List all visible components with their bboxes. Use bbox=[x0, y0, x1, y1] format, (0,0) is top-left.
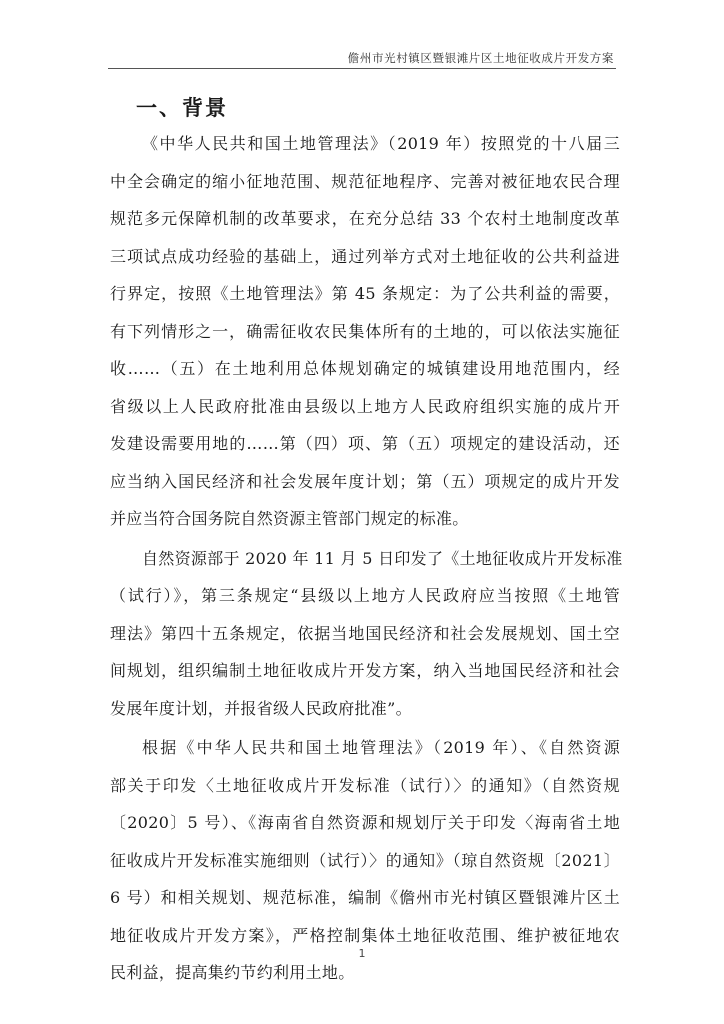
text-line: 三项试点成功经验的基础上，通过列举方式对土地征收的公共利益进 bbox=[110, 246, 620, 266]
text-line: 间规划，组织编制土地征收成片开发方案，纳入当地国民经济和社会 bbox=[110, 661, 620, 680]
header-rule bbox=[108, 68, 616, 69]
text-line: 《中华人民共和国土地管理法》（2019 年）按照党的十八届三 bbox=[142, 134, 620, 153]
text-line: 征收成片开发标准实施细则（试行）〉的通知》（琼自然资规〔2021〕 bbox=[110, 850, 620, 870]
text-line: （试行）》，第三条规定“县级以上地方人民政府应当按照《土地管 bbox=[110, 586, 620, 605]
running-header: 儋州市光村镇区暨银滩片区土地征收成片开发方案 bbox=[347, 51, 614, 65]
text-line: 根据《中华人民共和国土地管理法》（2019 年）、《自然资源 bbox=[142, 738, 620, 757]
text-line: 并应当符合国务院自然资源主管部门规定的标准。 bbox=[110, 509, 469, 528]
paragraph-1 bbox=[110, 125, 620, 538]
text-line: 应当纳入国民经济和社会发展年度计划；第（五）项规定的成片开发 bbox=[110, 471, 620, 491]
text-line: 〔2020〕5 号）、《海南省自然资源和规划厅关于印发〈海南省土地 bbox=[110, 813, 620, 832]
text-line: 部关于印发〈土地征收成片开发标准（试行）〉的通知》（自然资规 bbox=[110, 775, 620, 795]
text-line: 发建设需要用地的……第（四）项、第（五）项规定的建设活动，还 bbox=[110, 434, 620, 453]
text-line: 6 号）和相关规划、规范标准，编制《儋州市光村镇区暨银滩片区土 bbox=[110, 888, 620, 907]
paragraph-2 bbox=[110, 540, 623, 728]
text-line: 省级以上人民政府批准由县级以上地方人民政府组织实施的成片开 bbox=[110, 396, 620, 416]
text-line: 有下列情形之一，确需征收农民集体所有的土地的，可以依法实施征 bbox=[110, 321, 620, 341]
text-line: 行界定，按照《土地管理法》第 45 条规定：为了公共利益的需要， bbox=[110, 284, 620, 303]
section-title: 一、背景 bbox=[136, 96, 228, 120]
text-line: 自然资源部于 2020 年 11 月 5 日印发了《土地征收成片开发标准 bbox=[142, 548, 623, 568]
text-line: 规范多元保障机制的改革要求，在充分总结 33 个农村土地制度改革 bbox=[110, 209, 620, 228]
text-line: 发展年度计划，并报省级人民政府批准”。 bbox=[110, 698, 412, 718]
page-number: 1 bbox=[358, 947, 366, 960]
text-line: 民利益，提高集约节约利用土地。 bbox=[110, 963, 355, 982]
text-line: 收……（五）在土地利用总体规划确定的城镇建设用地范围内，经 bbox=[110, 359, 620, 378]
text-line: 理法》第四十五条规定，依据当地国民经济和社会发展规划、国土空 bbox=[110, 623, 620, 643]
document-body bbox=[110, 125, 623, 992]
text-line: 地征收成片开发方案》，严格控制集体土地征收范围、维护被征地农 bbox=[110, 925, 620, 945]
text-line: 中全会确定的缩小征地范围、规范征地程序、完善对被征地农民合理 bbox=[110, 171, 620, 191]
